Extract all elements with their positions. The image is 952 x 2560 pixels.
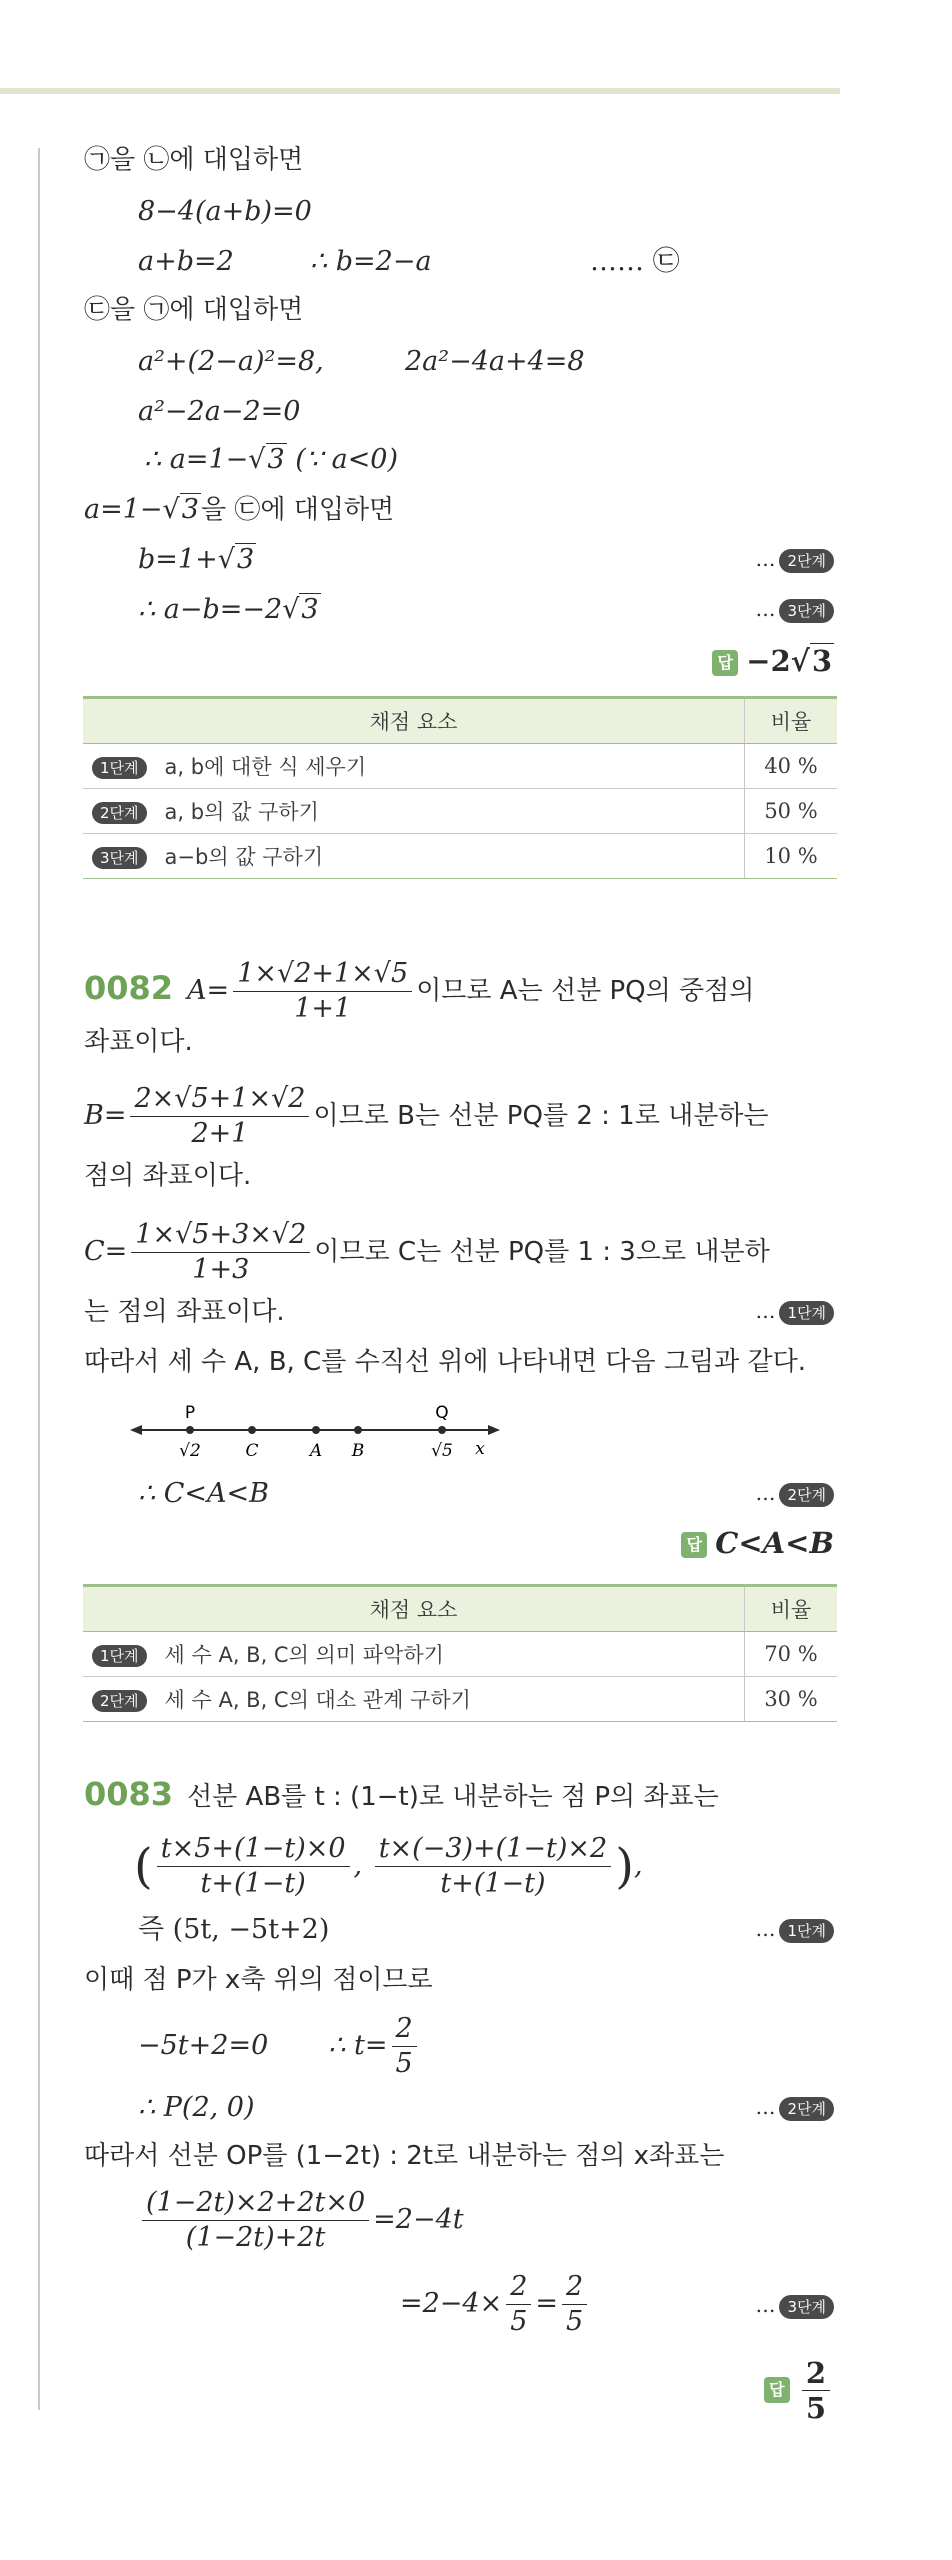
answer-icon: 답 bbox=[712, 650, 738, 676]
sol82-C-line2: 는 점의 좌표이다. bbox=[84, 1297, 285, 1327]
problem-number: 0083 bbox=[84, 1775, 174, 1813]
table-row: 3단계 a−b의 값 구하기 10 % bbox=[83, 834, 837, 879]
sol81-line8: a=1−√3을 ㉢에 대입하면 bbox=[84, 494, 395, 525]
table1-header-ratio: 비율 bbox=[745, 698, 838, 744]
sol83-line3: 즉 (5t, −5t+2) bbox=[138, 1914, 330, 1945]
point-A bbox=[312, 1426, 320, 1434]
table2-header-ratio: 비율 bbox=[745, 1586, 838, 1632]
label-sqrt2: √2 bbox=[179, 1441, 201, 1461]
sol81-line1: ㉠을 ㉡에 대입하면 bbox=[84, 145, 304, 175]
label-B: B bbox=[351, 1441, 365, 1461]
sol83-line4: 이때 점 P가 x축 위의 점이므로 bbox=[84, 1965, 433, 1995]
label-x: x bbox=[475, 1439, 485, 1459]
label-C: C bbox=[245, 1441, 259, 1461]
sol81-line3c: …… ㉢ bbox=[590, 246, 680, 277]
sol82-A-line2: 좌표이다. bbox=[84, 1027, 193, 1057]
sol81-line3a: a+b=2 bbox=[138, 246, 234, 277]
sol82-C-line: C= $\frac{1\times√5+3\times√2}{1+3}$ 이므로 C는 선분 PQ를 1 : 3으로 내분하 bbox=[84, 1219, 770, 1285]
sol81-line7: ∴ a=1−√3 (∵ a<0) bbox=[144, 444, 399, 475]
arrow-right-icon bbox=[488, 1425, 500, 1435]
point-P bbox=[186, 1426, 194, 1434]
sol82-follow: 따라서 세 수 A, B, C를 수직선 위에 나타내면 다음 그림과 같다. bbox=[84, 1347, 807, 1377]
sol81-line4: ㉢을 ㉠에 대입하면 bbox=[84, 295, 304, 325]
step-marker-2: … 2단계 bbox=[755, 544, 834, 574]
sol81-line9: b=1+√3 bbox=[138, 544, 255, 575]
label-P: P bbox=[184, 1403, 196, 1423]
sol82-B-line: B= $\frac{2\times√5+1\times√2}{2+1}$ 이므로 B는 선분 PQ를 2 : 1로 내분하는 bbox=[84, 1083, 769, 1149]
answer-icon: 답 bbox=[681, 1532, 707, 1558]
sol81-line5a: a²+(2−a)²=8, bbox=[138, 346, 324, 377]
sol83-answer: 답 $\frac{2}{5}$ bbox=[764, 2348, 834, 2428]
point-Q bbox=[438, 1426, 446, 1434]
sol81-answer: 답 −2√3 bbox=[712, 644, 834, 678]
sol83-line8: $\frac{(1-2t)\times 2+2t\times 0}{(1-2t)+2t}$ =2−4t bbox=[138, 2180, 464, 2260]
table-row: 1단계 a, b에 대한 식 세우기 40 % bbox=[83, 744, 837, 789]
label-Q: Q bbox=[435, 1403, 449, 1423]
table-row: 1단계 세 수 A, B, C의 의미 파악하기 70 % bbox=[83, 1632, 837, 1677]
left-margin-rule bbox=[38, 148, 40, 2410]
arrow-left-icon bbox=[130, 1425, 142, 1435]
step-marker-1b: … 1단계 bbox=[755, 1914, 834, 1944]
sol83-line9: =2−4× $\frac{2}{5}$ = $\frac{2}{5}$ bbox=[400, 2264, 591, 2344]
sol83-line6: ∴ P(2, 0) bbox=[138, 2092, 255, 2123]
number-line-figure bbox=[130, 1396, 510, 1466]
sol82-conclusion: ∴ C<A<B bbox=[138, 1478, 270, 1509]
sol81-line6: a²−2a−2=0 bbox=[138, 396, 301, 427]
sol81-line3b: ∴ b=2−a bbox=[310, 246, 432, 277]
step-marker-3: … 3단계 bbox=[755, 594, 834, 624]
sol83-line5: −5t+2=0 ∴ t= $\frac{2}{5}$ bbox=[138, 2006, 421, 2086]
step-marker-2b: … 2단계 bbox=[755, 1478, 834, 1508]
answer-icon: 답 bbox=[764, 2377, 790, 2403]
label-sqrt5: √5 bbox=[431, 1441, 453, 1461]
sol82-A-line: 0082 A= $\frac{1\times√2+1\times√5}{1+1}$ 이므로 A는 선분 PQ의 중점의 bbox=[84, 958, 755, 1024]
sol81-line10: ∴ a−b=−2√3 bbox=[138, 594, 319, 625]
sol82-B-line2: 점의 좌표이다. bbox=[84, 1161, 252, 1191]
step-marker-1: … 1단계 bbox=[755, 1296, 834, 1326]
scoring-table-2 bbox=[83, 1584, 837, 1722]
top-divider bbox=[0, 88, 840, 94]
table2-header-criteria: 채점 요소 bbox=[83, 1586, 745, 1632]
step-marker-2c: … 2단계 bbox=[755, 2092, 834, 2122]
problem-number: 0082 bbox=[84, 969, 174, 1007]
table1-header-criteria: 채점 요소 bbox=[83, 698, 745, 744]
sol83-coords: ( $\frac{t\times 5+(1-t)\times 0}{t+(1-t)}$ , $\frac{t\times(-3)+(1-t)\times 2}{t+(1-t)}$ ), bbox=[134, 1833, 643, 1899]
label-A: A bbox=[309, 1441, 323, 1461]
table-row: 2단계 세 수 A, B, C의 대소 관계 구하기 30 % bbox=[83, 1677, 837, 1722]
sol81-line5b: 2a²−4a+4=8 bbox=[405, 346, 585, 377]
point-B bbox=[354, 1426, 362, 1434]
point-C bbox=[248, 1426, 256, 1434]
sol83-line1: 0083 선분 AB를 t : (1−t)로 내분하는 점 P의 좌표는 bbox=[84, 1775, 719, 1813]
step-marker-3b: … 3단계 bbox=[755, 2290, 834, 2320]
sol81-line2: 8−4(a+b)=0 bbox=[138, 196, 312, 227]
sol82-answer: 답 C<A<B bbox=[681, 1526, 834, 1560]
scoring-table-1 bbox=[83, 696, 837, 879]
sol83-line7: 따라서 선분 OP를 (1−2t) : 2t로 내분하는 점의 x좌표는 bbox=[84, 2141, 725, 2171]
table-row: 2단계 a, b의 값 구하기 50 % bbox=[83, 789, 837, 834]
